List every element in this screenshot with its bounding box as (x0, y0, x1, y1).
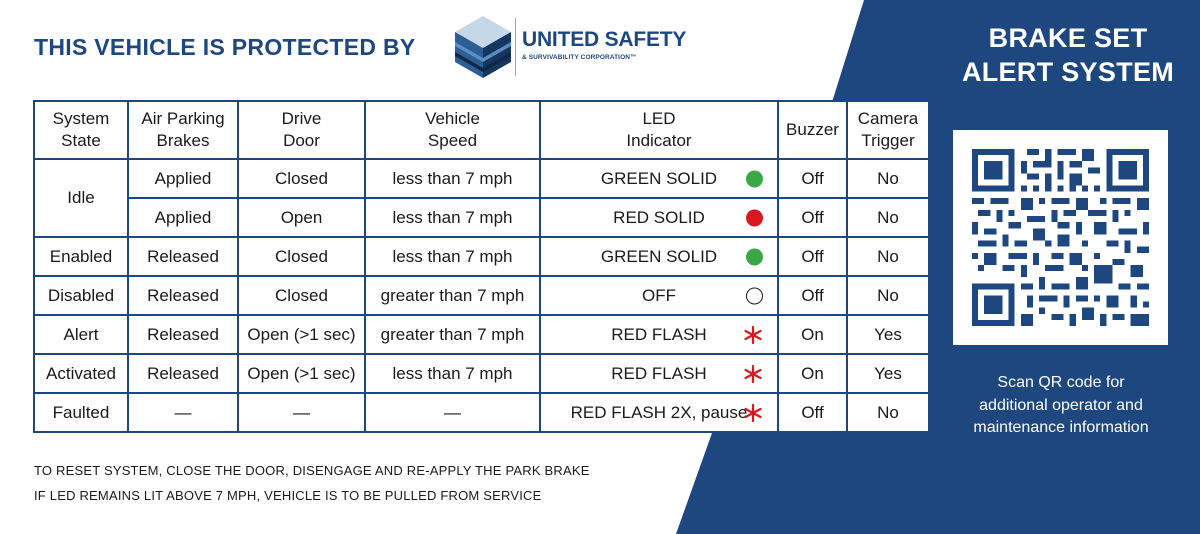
red-flash-icon (743, 325, 763, 345)
cell-brakes: Applied (128, 198, 238, 237)
system-title-line: BRAKE SET (988, 23, 1148, 53)
cell-door: Closed (238, 159, 365, 198)
qr-code (953, 130, 1168, 345)
led-label: RED SOLID (613, 207, 705, 227)
cell-camera: No (847, 159, 929, 198)
cell-camera: No (847, 393, 929, 432)
cell-speed: less than 7 mph (365, 159, 540, 198)
cell-brakes: Released (128, 315, 238, 354)
qr-caption-line: additional operator and (979, 396, 1143, 414)
cell-speed: — (365, 393, 540, 432)
cell-state: Idle (34, 159, 128, 237)
qr-caption-line: maintenance information (973, 419, 1149, 437)
cell-speed: greater than 7 mph (365, 315, 540, 354)
header-vehicle-speed: Vehicle Speed (365, 101, 540, 159)
cell-led (540, 237, 778, 276)
cell-led (540, 354, 778, 393)
cell-state: Alert (34, 315, 128, 354)
cell-speed: less than 7 mph (365, 198, 540, 237)
system-title (948, 22, 1188, 90)
cell-buzzer: On (778, 315, 847, 354)
header-buzzer: Buzzer (778, 101, 847, 159)
cell-led (540, 393, 778, 432)
header-camera-trigger: Camera Trigger (847, 101, 929, 159)
cell-buzzer: Off (778, 159, 847, 198)
protected-by-heading: THIS VEHICLE IS PROTECTED BY (34, 34, 416, 60)
green-dot-icon (746, 248, 763, 265)
united-safety-logo-icon (455, 16, 511, 78)
cell-camera: No (847, 237, 929, 276)
cell-state: Activated (34, 354, 128, 393)
cell-led (540, 276, 778, 315)
table-row (34, 315, 929, 354)
cell-state: Enabled (34, 237, 128, 276)
cell-camera: No (847, 198, 929, 237)
header-system-state: System State (34, 101, 128, 159)
table-row (34, 237, 929, 276)
cell-speed: less than 7 mph (365, 237, 540, 276)
cell-door: Open (>1 sec) (238, 354, 365, 393)
led-label: OFF (642, 285, 676, 305)
cell-brakes: Released (128, 237, 238, 276)
header-led-indicator: LED Indicator (540, 101, 778, 159)
cell-camera: Yes (847, 354, 929, 393)
cell-camera: No (847, 276, 929, 315)
qr-code-icon (972, 149, 1149, 326)
reset-instruction: TO RESET SYSTEM, CLOSE THE DOOR, DISENGAGE AND RE-APPLY THE PARK BRAKE (34, 463, 590, 478)
table-row (34, 198, 929, 237)
led-label: RED FLASH 2X, pause (570, 402, 748, 422)
red-dot-icon (746, 209, 763, 226)
logo-company-subtitle: & SURVIVABILITY CORPORATION™ (522, 54, 637, 61)
cell-speed: greater than 7 mph (365, 276, 540, 315)
cell-brakes: Applied (128, 159, 238, 198)
logo-divider (515, 18, 516, 76)
cell-buzzer: On (778, 354, 847, 393)
cell-buzzer: Off (778, 393, 847, 432)
cell-led (540, 159, 778, 198)
service-instruction: IF LED REMAINS LIT ABOVE 7 MPH, VEHICLE IS TO BE PULLED FROM SERVICE (34, 488, 542, 503)
off-circle-icon (746, 287, 763, 304)
cell-speed: less than 7 mph (365, 354, 540, 393)
qr-caption-line: Scan QR code for (997, 374, 1125, 391)
cell-brakes: Released (128, 354, 238, 393)
red-flash-icon (743, 403, 763, 423)
cell-door: Open (>1 sec) (238, 315, 365, 354)
brake-alert-state-table (33, 100, 930, 433)
cell-door: — (238, 393, 365, 432)
cell-buzzer: Off (778, 198, 847, 237)
table-row (34, 354, 929, 393)
cell-door: Open (238, 198, 365, 237)
table-header-row (34, 101, 929, 159)
cell-buzzer: Off (778, 276, 847, 315)
cell-state: Faulted (34, 393, 128, 432)
cell-buzzer: Off (778, 237, 847, 276)
logo-company-name: UNITED SAFETY (522, 28, 687, 51)
led-label: RED FLASH (611, 363, 707, 383)
table-row (34, 393, 929, 432)
led-label: GREEN SOLID (600, 168, 718, 188)
led-label: GREEN SOLID (600, 246, 718, 266)
cell-brakes: — (128, 393, 238, 432)
red-flash-icon (743, 364, 763, 384)
header-air-parking-brakes: Air Parking Brakes (128, 101, 238, 159)
green-dot-icon (746, 170, 763, 187)
led-label: RED FLASH (611, 324, 707, 344)
cell-door: Closed (238, 237, 365, 276)
cell-led (540, 315, 778, 354)
cell-door: Closed (238, 276, 365, 315)
cell-state: Disabled (34, 276, 128, 315)
cell-led (540, 198, 778, 237)
table-row (34, 159, 929, 198)
header-drive-door: Drive Door (238, 101, 365, 159)
cell-brakes: Released (128, 276, 238, 315)
table-row (34, 276, 929, 315)
cell-camera: Yes (847, 315, 929, 354)
qr-caption (948, 372, 1174, 440)
system-title-line: ALERT SYSTEM (961, 56, 1175, 87)
